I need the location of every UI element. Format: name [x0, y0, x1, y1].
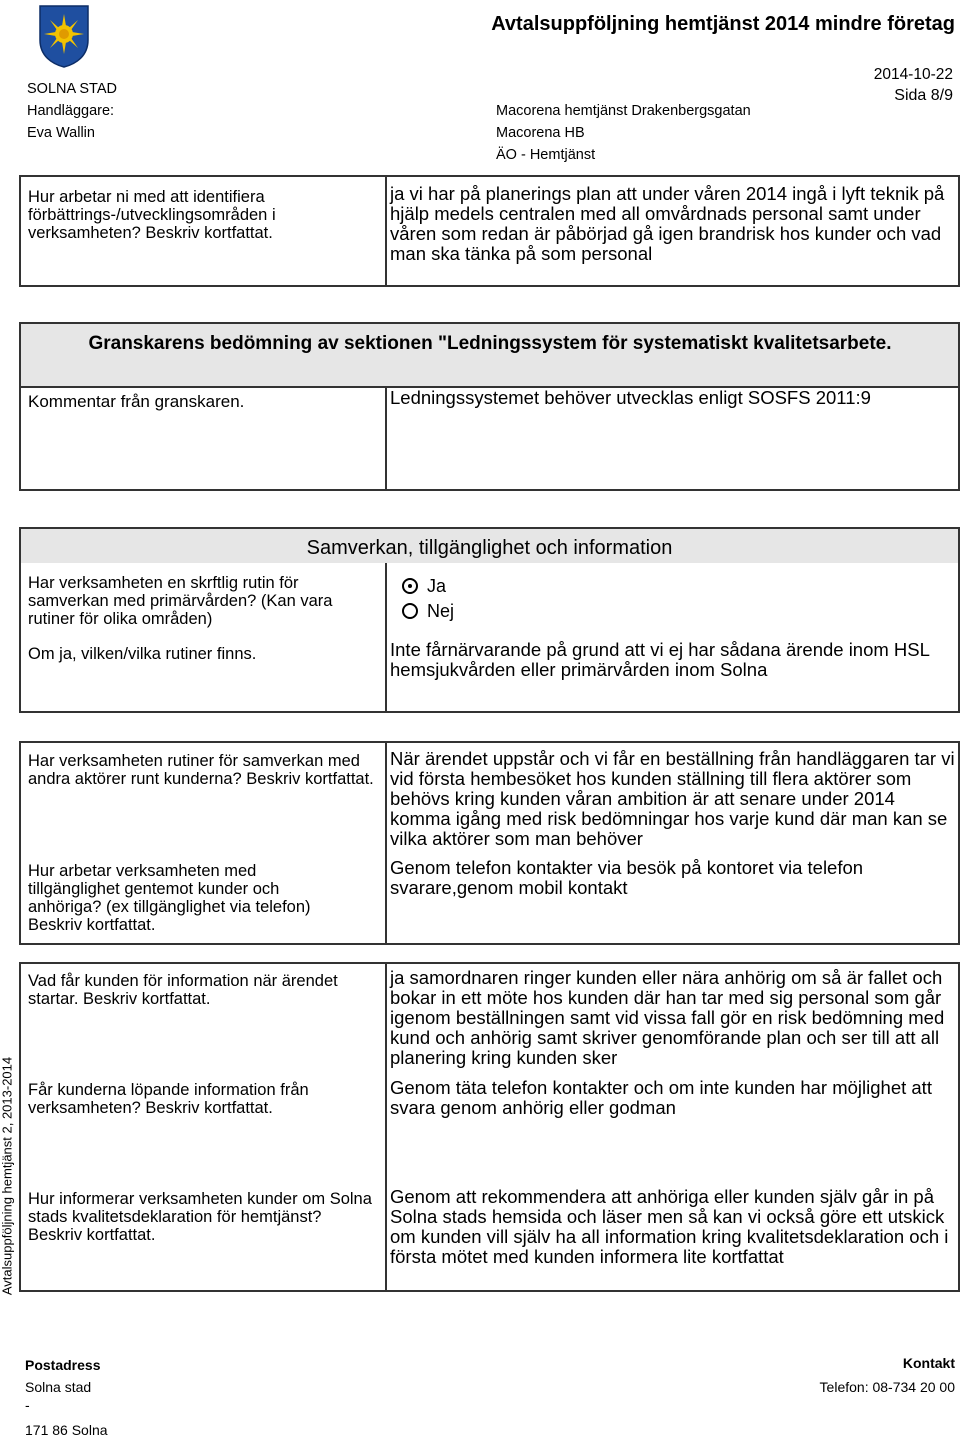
review-comment: Ledningssystemet behöver utvecklas enligt SOSFS 2011:9	[390, 387, 871, 408]
company-name: Macorena HB	[496, 125, 585, 141]
rutiner-question: Om ja, vilken/vilka rutiner finns.	[28, 645, 257, 663]
postal-address-line2: 171 86 Solna	[25, 1422, 108, 1438]
samverkan-heading: Samverkan, tillgänglighet och information	[306, 537, 673, 559]
radio-yes-icon[interactable]	[402, 578, 418, 594]
radio-option-yes[interactable]	[402, 575, 446, 597]
tillganglighet-answer: Genom telefon kontakter via besök på kontoret via telefon svarare,genom mobil kontakt	[390, 857, 864, 898]
area-name: ÄO - Hemtjänst	[496, 147, 596, 163]
postal-address-line1: Solna stad	[25, 1379, 92, 1395]
improvement-question: Hur arbetar ni med att identifiera förbättrings-/utvecklingsområden i verksamheten? Beskriv kortfattat.	[28, 188, 276, 242]
tillganglighet-question: Hur arbetar verksamheten med tillgänglighet gentemot kunder och anhöriga? (ex tillgänglighet via telefon) Beskriv kortfattat.	[28, 862, 311, 934]
radio-no-icon[interactable]	[402, 603, 418, 619]
side-footer-text: Avtalsuppföljning hemtjänst 2, 2013-2014	[0, 1056, 15, 1296]
start-info-question: Vad får kunden för information när ärendet startar. Beskriv kortfattat.	[28, 972, 338, 1008]
radio-yes-label: Ja	[427, 575, 447, 596]
start-info-answer: ja samordnaren ringer kunden eller nära anhörig om så är fallet och bokar in ett möte hos kunden där han tar med sig personal som går igenom beställningen samt vid vissa fall gör en risk bedömning med kund och anhörig samt skriver genomförande plan och ser till att all planering kring kunden sker	[390, 967, 945, 1068]
document-date: 2014-10-22	[873, 66, 953, 83]
handler-name: Eva Wallin	[27, 125, 95, 141]
lopande-info-question: Får kunderna löpande information från verksamheten? Beskriv kortfattat.	[28, 1081, 309, 1117]
review-heading: Granskarens bedömning av sektionen "Ledningssystem för systematiskt kvalitetsarbete.	[88, 333, 892, 354]
postal-address-label: Postadress	[25, 1357, 101, 1373]
radio-no-label: Nej	[427, 600, 455, 621]
solna-coat-of-arms-logo	[38, 4, 90, 68]
improvement-answer: ja vi har på planerings plan att under våren 2014 ingå i lyft teknik på hjälp medels centralen med all omvårdnads personal samt under våren som redan är påbörjad gå igen brandrisk hos kunder och vad man ska tänka på som personal	[390, 183, 945, 264]
contact-label: Kontakt	[902, 1355, 955, 1371]
review-comment-label: Kommentar från granskaren.	[28, 392, 245, 411]
provider-name: Macorena hemtjänst Drakenbergsgatan	[496, 103, 751, 119]
postal-address-dash: -	[25, 1397, 30, 1413]
kvalitetsdeklaration-answer: Genom att rekommendera att anhöriga eller kunden själv går in på Solna stads hemsida och läser men så kan vi också göre ett utskick om kunden vill själv ha all information kring kvalitetsdeklaration och i första mötet med kunden informera lite kortfattat	[390, 1186, 949, 1267]
contact-phone: Telefon: 08-734 20 00	[819, 1379, 955, 1395]
primarvard-question: Har verksamheten en skrftlig rutin för samverkan med primärvården? (Kan vara rutiner för olika områden)	[28, 574, 333, 628]
page-number: Sida 8/9	[894, 87, 953, 104]
radio-option-no[interactable]	[402, 600, 454, 622]
document-title: Avtalsuppföljning hemtjänst 2014 mindre företag	[491, 13, 955, 35]
kvalitetsdeklaration-question: Hur informerar verksamheten kunder om Solna stads kvalitetsdeklaration för hemtjänst? Beskriv kortfattat.	[28, 1190, 372, 1244]
side-footer	[0, 1040, 18, 1312]
handler-label: Handläggare:	[27, 103, 115, 119]
rutiner-answer: Inte fårnärvarande på grund att vi ej har sådana ärende inom HSL hemsjukvården eller primärvården inom Solna	[390, 639, 930, 680]
org-name: SOLNA STAD	[27, 81, 117, 97]
lopande-info-answer: Genom täta telefon kontakter och om inte kunden har möjlighet att svara genom anhörig eller godman	[390, 1077, 932, 1118]
aktorer-answer: När ärendet uppstår och vi får en beställning från handläggaren tar vi vid första hembesöket hos kunden ställning till flera aktörer som behövs kring kunden våran ambition är att senare under 2014 komma igång med risk bedömningar hos varje kund där man kan se vilka aktörer som man behöver	[390, 748, 955, 849]
aktorer-question: Har verksamheten rutiner för samverkan med andra aktörer runt kunderna? Beskriv kortfattat.	[28, 752, 374, 788]
